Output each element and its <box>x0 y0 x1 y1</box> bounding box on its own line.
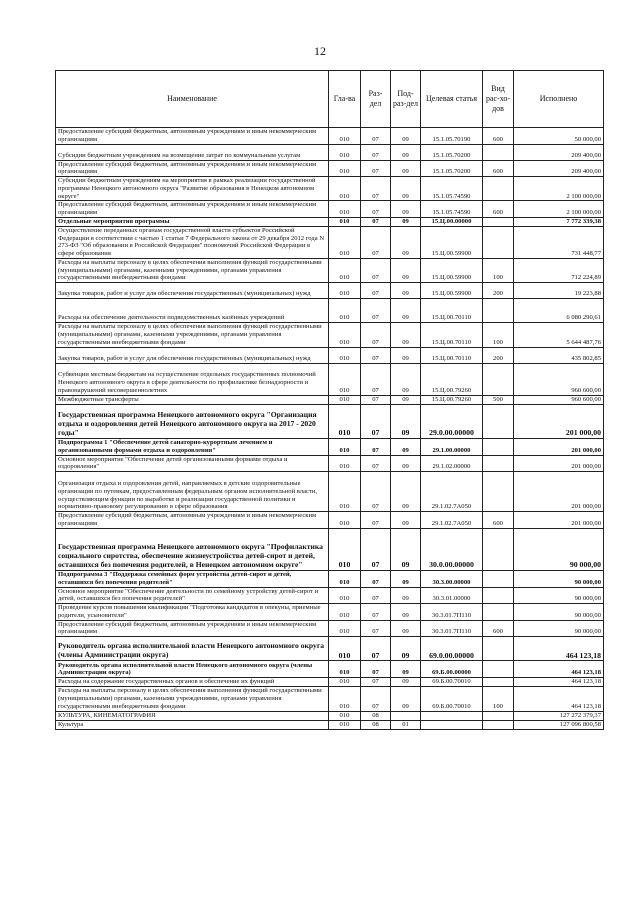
cell-target: 69.Б.00.70010 <box>421 687 483 711</box>
cell-section: 07 <box>361 347 391 363</box>
cell-chapter: 010 <box>329 687 361 711</box>
cell-type: 100 <box>483 687 514 711</box>
cell-chapter: 010 <box>329 128 361 145</box>
cell-section: 07 <box>361 258 391 282</box>
table-row <box>56 528 604 570</box>
table-row <box>56 258 604 282</box>
cell-executed: 127 096 800,58 <box>514 720 604 729</box>
cell-type: 100 <box>483 258 514 282</box>
cell-subsection: 09 <box>391 604 421 621</box>
cell-target: 30.3.01.00000 <box>421 587 483 604</box>
cell-target: 15.Ц.00.59900 <box>421 258 483 282</box>
table-row <box>56 128 604 145</box>
table-header-row <box>56 71 604 128</box>
cell-chapter: 010 <box>329 637 361 661</box>
cell-type <box>483 363 514 395</box>
cell-subsection: 09 <box>391 438 421 455</box>
table-row <box>56 720 604 729</box>
cell-chapter: 010 <box>329 678 361 687</box>
cell-target: 30.3.01.7П110 <box>421 620 483 637</box>
cell-subsection: 09 <box>391 299 421 323</box>
cell-subsection: 09 <box>391 395 421 404</box>
cell-section: 07 <box>361 283 391 299</box>
cell-target: 29.1.02.7А050 <box>421 472 483 512</box>
cell-chapter: 010 <box>329 472 361 512</box>
cell-name: Предоставление субсидий бюджетным, автономным учреждениям и иным некоммерческим организациям <box>56 512 329 529</box>
cell-type <box>483 604 514 621</box>
cell-subsection: 09 <box>391 201 421 218</box>
cell-subsection: 09 <box>391 687 421 711</box>
header-type: Вид рас-хо-дов <box>483 71 514 128</box>
cell-section: 07 <box>361 438 391 455</box>
cell-target: 15.Ц.00.70110 <box>421 299 483 323</box>
cell-subsection: 09 <box>391 587 421 604</box>
cell-type <box>483 637 514 661</box>
cell-subsection: 09 <box>391 472 421 512</box>
cell-target: 15.Ц.00.79260 <box>421 363 483 395</box>
cell-executed: 5 644 487,76 <box>514 323 604 347</box>
table-row <box>56 678 604 687</box>
cell-chapter: 010 <box>329 438 361 455</box>
cell-chapter: 010 <box>329 144 361 160</box>
header-subsection: Под-раз-дел <box>391 71 421 128</box>
table-row <box>56 201 604 218</box>
cell-section: 07 <box>361 217 391 226</box>
cell-executed: 435 802,85 <box>514 347 604 363</box>
cell-chapter: 010 <box>329 711 361 720</box>
cell-executed: 7 772 339,38 <box>514 217 604 226</box>
cell-chapter: 010 <box>329 620 361 637</box>
cell-type: 600 <box>483 620 514 637</box>
cell-name: Руководитель органа исполнительной власти Ненецкого автономного округа (члены Администрации округа) <box>56 661 329 678</box>
cell-section: 07 <box>361 620 391 637</box>
cell-type <box>483 455 514 472</box>
cell-executed: 731 448,77 <box>514 226 604 258</box>
cell-name: Субсидии бюджетным учреждениям на мероприятия в рамках реализации государственной программы Ненецкого автономного округа "Развитие образования в Ненецком автономном округе" <box>56 177 329 201</box>
cell-chapter: 010 <box>329 347 361 363</box>
cell-target: 29.1.02.00000 <box>421 455 483 472</box>
cell-type: 200 <box>483 283 514 299</box>
cell-type: 600 <box>483 201 514 218</box>
cell-executed: 2 100 000,00 <box>514 177 604 201</box>
table-row <box>56 620 604 637</box>
cell-target: 29.0.00.00000 <box>421 404 483 438</box>
cell-target: 15.1.05.70200 <box>421 160 483 177</box>
table-row <box>56 637 604 661</box>
cell-section: 07 <box>361 678 391 687</box>
cell-type <box>483 226 514 258</box>
table-row <box>56 347 604 363</box>
cell-chapter: 010 <box>329 226 361 258</box>
table-row <box>56 512 604 529</box>
cell-type: 500 <box>483 395 514 404</box>
cell-chapter: 010 <box>329 587 361 604</box>
cell-type: 600 <box>483 160 514 177</box>
cell-name: Организация отдыха и оздоровления детей, направляемых в детские оздоровительные организации по путевкам, предоставленным федеральным органом исполнительной власти, осуществляющим функции по выработке и реализации государственной политики и нормативно-правовому регулированию в сфере образования <box>56 472 329 512</box>
table-row <box>56 283 604 299</box>
cell-type <box>483 528 514 570</box>
cell-name: Осуществление переданных органам государственной власти субъектов Российской Федерации в соответствии с частью 1 статьи 7 Федерального закона от 29 декабря 2012 года N 273-ФЗ "Об образовании в Российской Федерации" полномочий Российской Федерации в сфере образования <box>56 226 329 258</box>
cell-subsection: 09 <box>391 347 421 363</box>
table-row <box>56 177 604 201</box>
cell-name: Основное мероприятие "Обеспечение деятельности по семейному устройству детей-сирот и детей, оставшихся без попечения родителей" <box>56 587 329 604</box>
cell-subsection: 09 <box>391 637 421 661</box>
cell-target: 30.3.00.00000 <box>421 570 483 587</box>
cell-section: 07 <box>361 604 391 621</box>
cell-target: 15.Ц.00.59900 <box>421 283 483 299</box>
cell-chapter: 010 <box>329 455 361 472</box>
table-row <box>56 323 604 347</box>
cell-chapter: 010 <box>329 258 361 282</box>
cell-section: 07 <box>361 637 391 661</box>
cell-target: 69.Б.00.00000 <box>421 661 483 678</box>
cell-chapter: 010 <box>329 570 361 587</box>
cell-executed: 201 000,00 <box>514 455 604 472</box>
cell-executed: 464 123,18 <box>514 661 604 678</box>
cell-subsection: 09 <box>391 528 421 570</box>
cell-name: Проведение курсов повышения квалификации "Подготовка кандидатов в опекуны, приемные родители, усыновители" <box>56 604 329 621</box>
cell-executed: 50 000,00 <box>514 128 604 145</box>
cell-target: 30.0.00.00000 <box>421 528 483 570</box>
cell-name: Межбюджетные трансферты <box>56 395 329 404</box>
cell-subsection: 09 <box>391 144 421 160</box>
cell-target <box>421 720 483 729</box>
cell-name: Государственная программа Ненецкого автономного округа "Профилактика социального сиротства, обеспечение жизнеустройства детей-сирот и детей, оставшихся без попечения родителей, в Ненецком автономном округе" <box>56 528 329 570</box>
cell-name: Культура <box>56 720 329 729</box>
cell-subsection: 09 <box>391 323 421 347</box>
table-body <box>56 128 604 730</box>
cell-section: 07 <box>361 226 391 258</box>
cell-chapter: 010 <box>329 404 361 438</box>
cell-section: 07 <box>361 323 391 347</box>
page-number: 12 <box>314 44 326 58</box>
cell-target: 29.1.00.00000 <box>421 438 483 455</box>
cell-chapter: 010 <box>329 395 361 404</box>
cell-name: Подпрограмма 3 "Поддержка семейных форм устройства детей-сирот и детей, оставшихся без попечения родителей" <box>56 570 329 587</box>
cell-target: 15.Ц.00.70110 <box>421 323 483 347</box>
cell-chapter: 010 <box>329 604 361 621</box>
table-row <box>56 711 604 720</box>
cell-subsection: 09 <box>391 177 421 201</box>
cell-section: 07 <box>361 201 391 218</box>
cell-name: Субсидии бюджетным учреждениям на возмещение затрат по коммунальным услугам <box>56 144 329 160</box>
cell-subsection: 09 <box>391 363 421 395</box>
cell-name: Субвенции местным бюджетам на осуществление отдельных государственных полномочий Ненецкого автономного округа в сфере деятельности по профилактике безнадзорности и правонарушений несовершеннолетних <box>56 363 329 395</box>
cell-type <box>483 144 514 160</box>
cell-subsection: 09 <box>391 455 421 472</box>
cell-section: 07 <box>361 528 391 570</box>
cell-name: КУЛЬТУРА, КИНЕМАТОГРАФИЯ <box>56 711 329 720</box>
cell-executed: 6 080 290,61 <box>514 299 604 323</box>
cell-subsection: 09 <box>391 217 421 226</box>
cell-section: 07 <box>361 160 391 177</box>
cell-name: Расходы на выплаты персоналу в целях обеспечения выполнения функций государственными (муниципальными) органами, казенными учреждениями, органами управления государственными внебюджетными фондами <box>56 323 329 347</box>
cell-chapter: 010 <box>329 217 361 226</box>
cell-chapter: 010 <box>329 720 361 729</box>
cell-executed: 712 224,89 <box>514 258 604 282</box>
cell-subsection <box>391 711 421 720</box>
cell-subsection: 09 <box>391 512 421 529</box>
cell-executed: 209 400,00 <box>514 144 604 160</box>
cell-executed: 90 000,00 <box>514 620 604 637</box>
cell-subsection: 09 <box>391 570 421 587</box>
cell-chapter: 010 <box>329 363 361 395</box>
table-row <box>56 587 604 604</box>
cell-name: Расходы на содержание государственных органов и обеспечение их функций <box>56 678 329 687</box>
table-row <box>56 363 604 395</box>
cell-executed: 464 123,18 <box>514 687 604 711</box>
cell-type <box>483 404 514 438</box>
table-row <box>56 160 604 177</box>
cell-chapter: 010 <box>329 528 361 570</box>
cell-target: 15.1.05.74590 <box>421 201 483 218</box>
header-target: Целевая статья <box>421 71 483 128</box>
cell-chapter: 010 <box>329 323 361 347</box>
cell-executed: 960 600,00 <box>514 363 604 395</box>
cell-section: 08 <box>361 711 391 720</box>
cell-subsection: 01 <box>391 720 421 729</box>
cell-chapter: 010 <box>329 299 361 323</box>
cell-executed: 19 223,88 <box>514 283 604 299</box>
table-row <box>56 472 604 512</box>
cell-executed: 90 000,00 <box>514 528 604 570</box>
cell-type <box>483 661 514 678</box>
cell-target: 69.Б.00.70010 <box>421 678 483 687</box>
cell-executed: 201 000,00 <box>514 438 604 455</box>
cell-target: 15.Ц.00.70110 <box>421 347 483 363</box>
cell-subsection: 09 <box>391 128 421 145</box>
cell-type <box>483 720 514 729</box>
header-executed: Исполнено <box>514 71 604 128</box>
cell-type <box>483 217 514 226</box>
cell-subsection: 09 <box>391 226 421 258</box>
cell-executed: 201 000,00 <box>514 472 604 512</box>
cell-executed: 201 000,00 <box>514 404 604 438</box>
cell-name: Расходы на выплаты персоналу в целях обеспечения выполнения функций государственными (муниципальными) органами, казенными учреждениями, органами управления государственными внебюджетными фондами <box>56 687 329 711</box>
cell-subsection: 09 <box>391 661 421 678</box>
cell-section: 07 <box>361 128 391 145</box>
cell-target: 15.1.05.70190 <box>421 128 483 145</box>
cell-type: 200 <box>483 347 514 363</box>
table-row <box>56 226 604 258</box>
cell-executed: 2 100 000,00 <box>514 201 604 218</box>
cell-chapter: 010 <box>329 201 361 218</box>
cell-section: 07 <box>361 587 391 604</box>
header-name: Наименование <box>56 71 329 128</box>
cell-type <box>483 570 514 587</box>
cell-name: Предоставление субсидий бюджетным, автономным учреждениям и иным некоммерческим организациям <box>56 128 329 145</box>
cell-target: 30.3.01.7П110 <box>421 604 483 621</box>
cell-type <box>483 438 514 455</box>
cell-chapter: 010 <box>329 177 361 201</box>
cell-executed: 209 400,00 <box>514 160 604 177</box>
cell-section: 07 <box>361 570 391 587</box>
cell-section: 07 <box>361 363 391 395</box>
table-row <box>56 395 604 404</box>
cell-executed: 90 000,00 <box>514 570 604 587</box>
cell-type <box>483 678 514 687</box>
cell-target: 15.Ц.00.00000 <box>421 217 483 226</box>
cell-name: Основное мероприятие "Обеспечение детей организованными формами отдыха и оздоровления" <box>56 455 329 472</box>
header-section: Раз-дел <box>361 71 391 128</box>
cell-target: 15.Ц.00.59900 <box>421 226 483 258</box>
cell-type <box>483 472 514 512</box>
cell-target: 29.1.02.7А050 <box>421 512 483 529</box>
cell-type: 600 <box>483 512 514 529</box>
cell-name: Закупка товаров, работ и услуг для обеспечения государственных (муниципальных) нужд <box>56 283 329 299</box>
cell-section: 07 <box>361 661 391 678</box>
cell-executed: 201 000,00 <box>514 512 604 529</box>
table-row <box>56 299 604 323</box>
cell-chapter: 010 <box>329 661 361 678</box>
table-row <box>56 455 604 472</box>
cell-subsection: 09 <box>391 404 421 438</box>
cell-type <box>483 299 514 323</box>
cell-name: Государственная программа Ненецкого автономного округа "Организация отдыха и оздоровления детей Ненецкого автономного округа на 2017 - 2020 годы" <box>56 404 329 438</box>
cell-section: 07 <box>361 177 391 201</box>
cell-executed: 127 272 379,37 <box>514 711 604 720</box>
cell-executed: 464 123,18 <box>514 637 604 661</box>
table-row <box>56 438 604 455</box>
cell-name: Предоставление субсидий бюджетным, автономным учреждениям и иным некоммерческим организациям <box>56 160 329 177</box>
cell-target <box>421 711 483 720</box>
cell-chapter: 010 <box>329 160 361 177</box>
cell-type: 600 <box>483 128 514 145</box>
cell-name: Предоставление субсидий бюджетным, автономным учреждениям и иным некоммерческим организациям <box>56 201 329 218</box>
cell-section: 07 <box>361 144 391 160</box>
cell-subsection: 09 <box>391 620 421 637</box>
table-row <box>56 404 604 438</box>
cell-type <box>483 587 514 604</box>
cell-section: 07 <box>361 472 391 512</box>
cell-name: Руководитель органа исполнительной власти Ненецкого автономного округа (члены Администрации округа) <box>56 637 329 661</box>
cell-subsection: 09 <box>391 283 421 299</box>
cell-name: Расходы на обеспечение деятельности подведомственных казённых учреждений <box>56 299 329 323</box>
cell-name: Подпрограмма 1 "Обеспечение детей санаторно-курортным лечением и организованными формами отдыха и оздоровления" <box>56 438 329 455</box>
table-row <box>56 687 604 711</box>
cell-type <box>483 177 514 201</box>
cell-section: 07 <box>361 687 391 711</box>
cell-chapter: 010 <box>329 512 361 529</box>
cell-target: 15.1.05.70200 <box>421 144 483 160</box>
cell-section: 07 <box>361 395 391 404</box>
table-row <box>56 144 604 160</box>
cell-name: Отдельные мероприятия программы <box>56 217 329 226</box>
cell-section: 08 <box>361 720 391 729</box>
cell-subsection: 09 <box>391 160 421 177</box>
cell-section: 07 <box>361 512 391 529</box>
budget-table <box>55 70 604 730</box>
cell-chapter: 010 <box>329 283 361 299</box>
cell-section: 07 <box>361 404 391 438</box>
cell-section: 07 <box>361 455 391 472</box>
cell-name: Закупка товаров, работ и услуг для обеспечения государственных (муниципальных) нужд <box>56 347 329 363</box>
cell-subsection: 09 <box>391 678 421 687</box>
cell-executed: 960 600,00 <box>514 395 604 404</box>
cell-section: 07 <box>361 299 391 323</box>
cell-type <box>483 711 514 720</box>
cell-target: 69.0.00.00000 <box>421 637 483 661</box>
table-row <box>56 661 604 678</box>
table-row <box>56 570 604 587</box>
cell-executed: 464 123,18 <box>514 678 604 687</box>
cell-target: 15.Ц.00.79260 <box>421 395 483 404</box>
cell-type: 100 <box>483 323 514 347</box>
cell-executed: 90 000,00 <box>514 604 604 621</box>
cell-name: Предоставление субсидий бюджетным, автономным учреждениям и иным некоммерческим организациям <box>56 620 329 637</box>
cell-name: Расходы на выплаты персоналу в целях обеспечения выполнения функций государственными (муниципальными) органами, казенными учреждениями, органами управления государственными внебюджетными фондами <box>56 258 329 282</box>
table-row <box>56 217 604 226</box>
cell-subsection: 09 <box>391 258 421 282</box>
cell-target: 15.1.05.74590 <box>421 177 483 201</box>
header-chapter: Гла-ва <box>329 71 361 128</box>
table-row <box>56 604 604 621</box>
cell-executed: 90 000,00 <box>514 587 604 604</box>
